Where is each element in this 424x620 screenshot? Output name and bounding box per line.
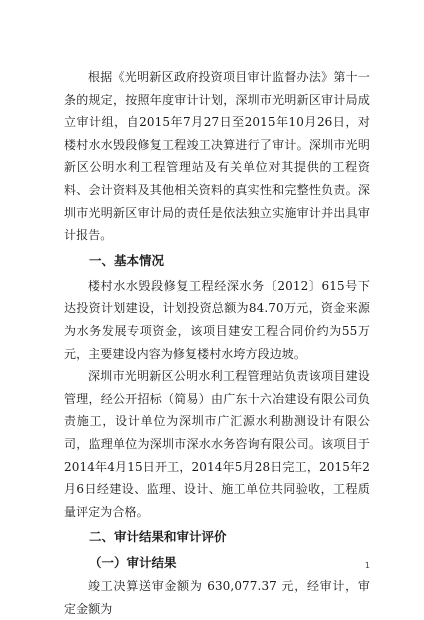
basic-info-paragraph-2: 深圳市光明新区公明水利工程管理站负责该项目建设管理，经公开招标（简易）由广东十六冶建设有限公司负责施工，设计单位为深圳市广汇源水利勘测设计有限公司，监理单位为深圳市深水水务咨询有限公司。该项目于2014年4月15日开工，2014年5月28日完工，2015年2月6日经建设、监理、设计、施工单位共同验收，工程质量评定为合格。 xyxy=(64,369,370,519)
section-heading-basic-info: 一、基本情况 xyxy=(89,252,165,268)
intro-paragraph: 根据《光明新区政府投资项目审计监督办法》第十一条的规定，按照年度审计计划，深圳市光明新区审计局成立审计组，自2015年7月27日至2015年10月26日，对楼村水水毁段修复工程竣工决算进行了审计。深圳市光明新区公明水利工程管理站及有关单位对其提供的工程资料、会计资料及其他相关资料的真实性和完整性负责。深圳市光明新区审计局的责任是依法独立实施审计并出具审计报告。 xyxy=(64,70,370,243)
subsection-heading-audit-results: （一）审计结果 xyxy=(89,555,177,571)
audit-results-paragraph: 竣工决算送审金额为 630,077.37 元，经审计，审定金额为 xyxy=(64,579,370,616)
document-body xyxy=(64,66,370,620)
section-heading-audit-results: 二、审计结果和审计评价 xyxy=(89,529,227,545)
basic-info-paragraph-1: 楼村水水毁段修复工程经深水务〔2012〕615号下达投资计划建设，计划投资总额为84.70万元，资金来源为水务发展专项资金，该项目建安工程合同价约为55万元，主要建设内容为修复楼村水垮方段边坡。 xyxy=(64,278,370,361)
page-number: 1 xyxy=(364,561,370,570)
